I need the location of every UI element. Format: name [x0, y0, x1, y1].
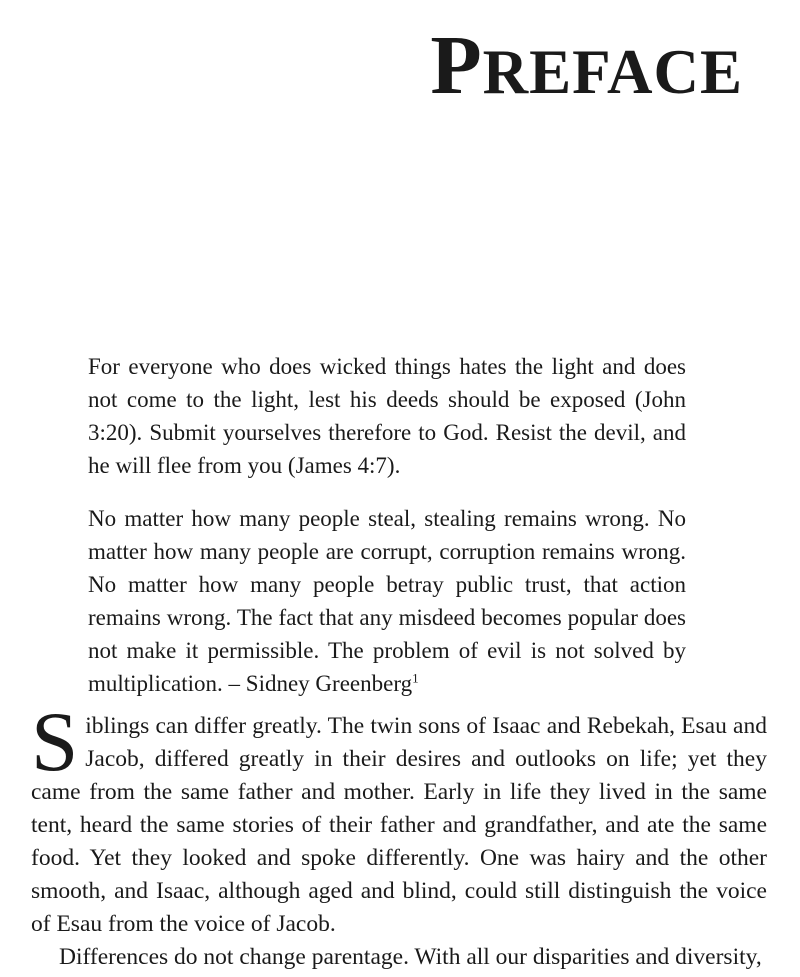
body-paragraph-differences: Differences do not change parentage. With all our disparities and diversity,	[59, 944, 762, 970]
epigraph-quote-text: No matter how many people steal, stealing remains wrong. No matter how many people are corrupt, corruption remains wrong. No matter how many people betray public trust, that action remains wrong. The fact that any misdeed becomes popular does not make it permissible. The problem of evil is not solved by multiplication. – Sidney Greenberg	[88, 506, 686, 696]
epigraph-quote-scripture: For everyone who does wicked things hates the light and does not come to the light, lest his deeds should be exposed (John 3:20). Submit yourselves therefore to God. Resist the devil, and he will flee from you (James 4:7).	[88, 354, 686, 478]
dropcap-letter: S	[31, 695, 79, 789]
page-title-rest: REFACE	[482, 37, 743, 107]
body-paragraph-siblings	[31, 695, 767, 941]
epigraph-quote-greenberg	[88, 502, 686, 700]
footnote-marker: 1	[412, 670, 419, 686]
epigraph-section	[88, 350, 686, 700]
page-title	[430, 19, 743, 112]
body-text-section	[31, 695, 767, 974]
body-paragraph-text: iblings can differ greatly. The twin sons of Isaac and Rebekah, Esau and Jacob, differed greatly in their desires and outlooks on life; yet they came from the same father and mother. Early in life they lived in the same tent, heard the same stories of their father and grandfather, and ate the same food. Yet they looked and spoke differently. One was hairy and the other smooth, and Isaac, although aged and blind, could still distinguish the voice of Esau from the voice of Jacob.	[31, 713, 767, 937]
page-title-initial: P	[430, 19, 483, 112]
